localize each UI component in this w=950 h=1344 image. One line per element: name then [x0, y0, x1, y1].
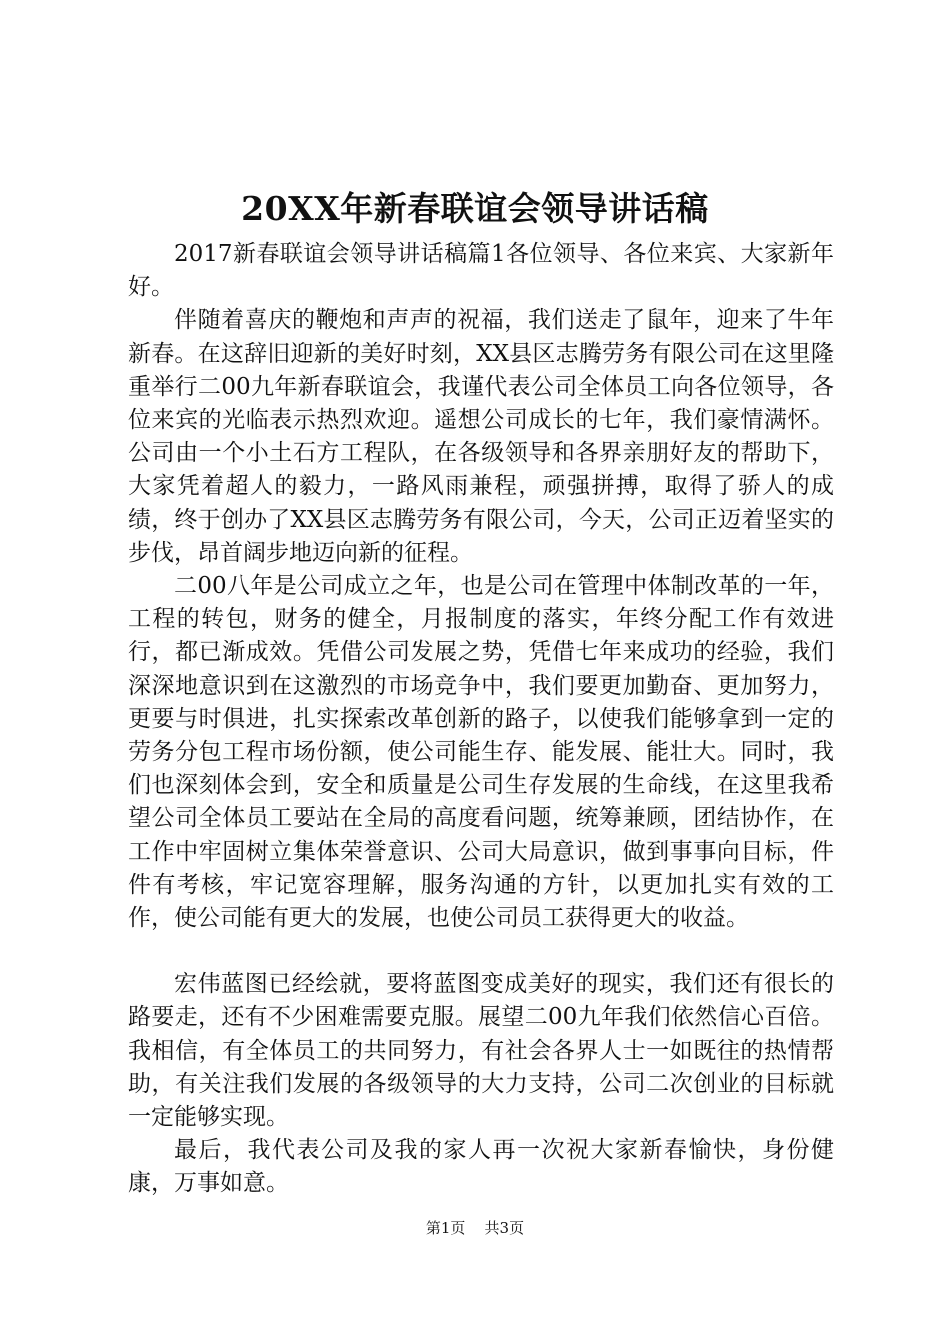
paragraph-new-year: 伴随着喜庆的鞭炮和声声的祝福，我们送走了鼠年，迎来了牛年新春。在这辞旧迎新的美好时刻，XX县区志腾劳务有限公司在这里隆重举行二00九年新春联谊会，我谨代表公司全体员工向各位领导，各位来宾的光临表示热烈欢迎。遥想公司成长的七年，我们豪情满怀。公司由一个小土石方工程队，在各级领导和各界亲朋好友的帮助下，大家凭着超人的毅力，一路风雨兼程，顽强拼搏，取得了骄人的成绩，终于创办了XX县区志腾劳务有限公司，今天，公司正迈着坚实的步伐，昂首阔步地迈向新的征程。 [128, 307, 834, 566]
paragraph-greeting: 2017新春联谊会领导讲话稿篇1各位领导、各位来宾、大家新年好。 [128, 241, 834, 301]
paragraph-reform: 二00八年是公司成立之年，也是公司在管理中体制改革的一年，工程的转包，财务的健全，月报制度的落实，年终分配工作有效进行，都已渐成效。凭借公司发展之势，凭借七年来成功的经验，我们深深地意识到在这激烈的市场竞争中，我们要更加勤奋、更加努力，更要与时俱进，扎实探索改革创新的路子，以使我们能够拿到一定的劳务分包工程市场份额，使公司能生存、能发展、能壮大。同时，我们也深刻体会到，安全和质量是公司生存发展的生命线，在这里我希望公司全体员工要站在全局的高度看问题，统筹兼顾，团结协作，在工作中牢固树立集体荣誉意识、公司大局意识，做到事事向目标，件件有考核，牢记宽容理解，服务沟通的方针，以更加扎实有效的工作，使公司能有更大的发展，也使公司员工获得更大的收益。 [128, 573, 834, 932]
page-total: 共3页 [484, 1219, 525, 1237]
document-title: 20XX年新春联谊会领导讲话稿 [241, 189, 709, 228]
page-separator [470, 1219, 480, 1237]
page-footer [0, 1218, 950, 1238]
document-body [128, 238, 834, 1201]
paragraph-outlook: 宏伟蓝图已经绘就，要将蓝图变成美好的现实，我们还有很长的路要走，还有不少困难需要克服。展望二00九年我们依然信心百倍。我相信，有全体员工的共同努力，有社会各界人士一如既往的热情帮助，有关注我们发展的各级领导的大力支持，公司二次创业的目标就一定能够实现。 [128, 971, 834, 1131]
page-number: 第1页 [425, 1219, 466, 1237]
paragraph-closing: 最后，我代表公司及我的家人再一次祝大家新春愉快，身份健康，万事如意。 [128, 1137, 834, 1197]
